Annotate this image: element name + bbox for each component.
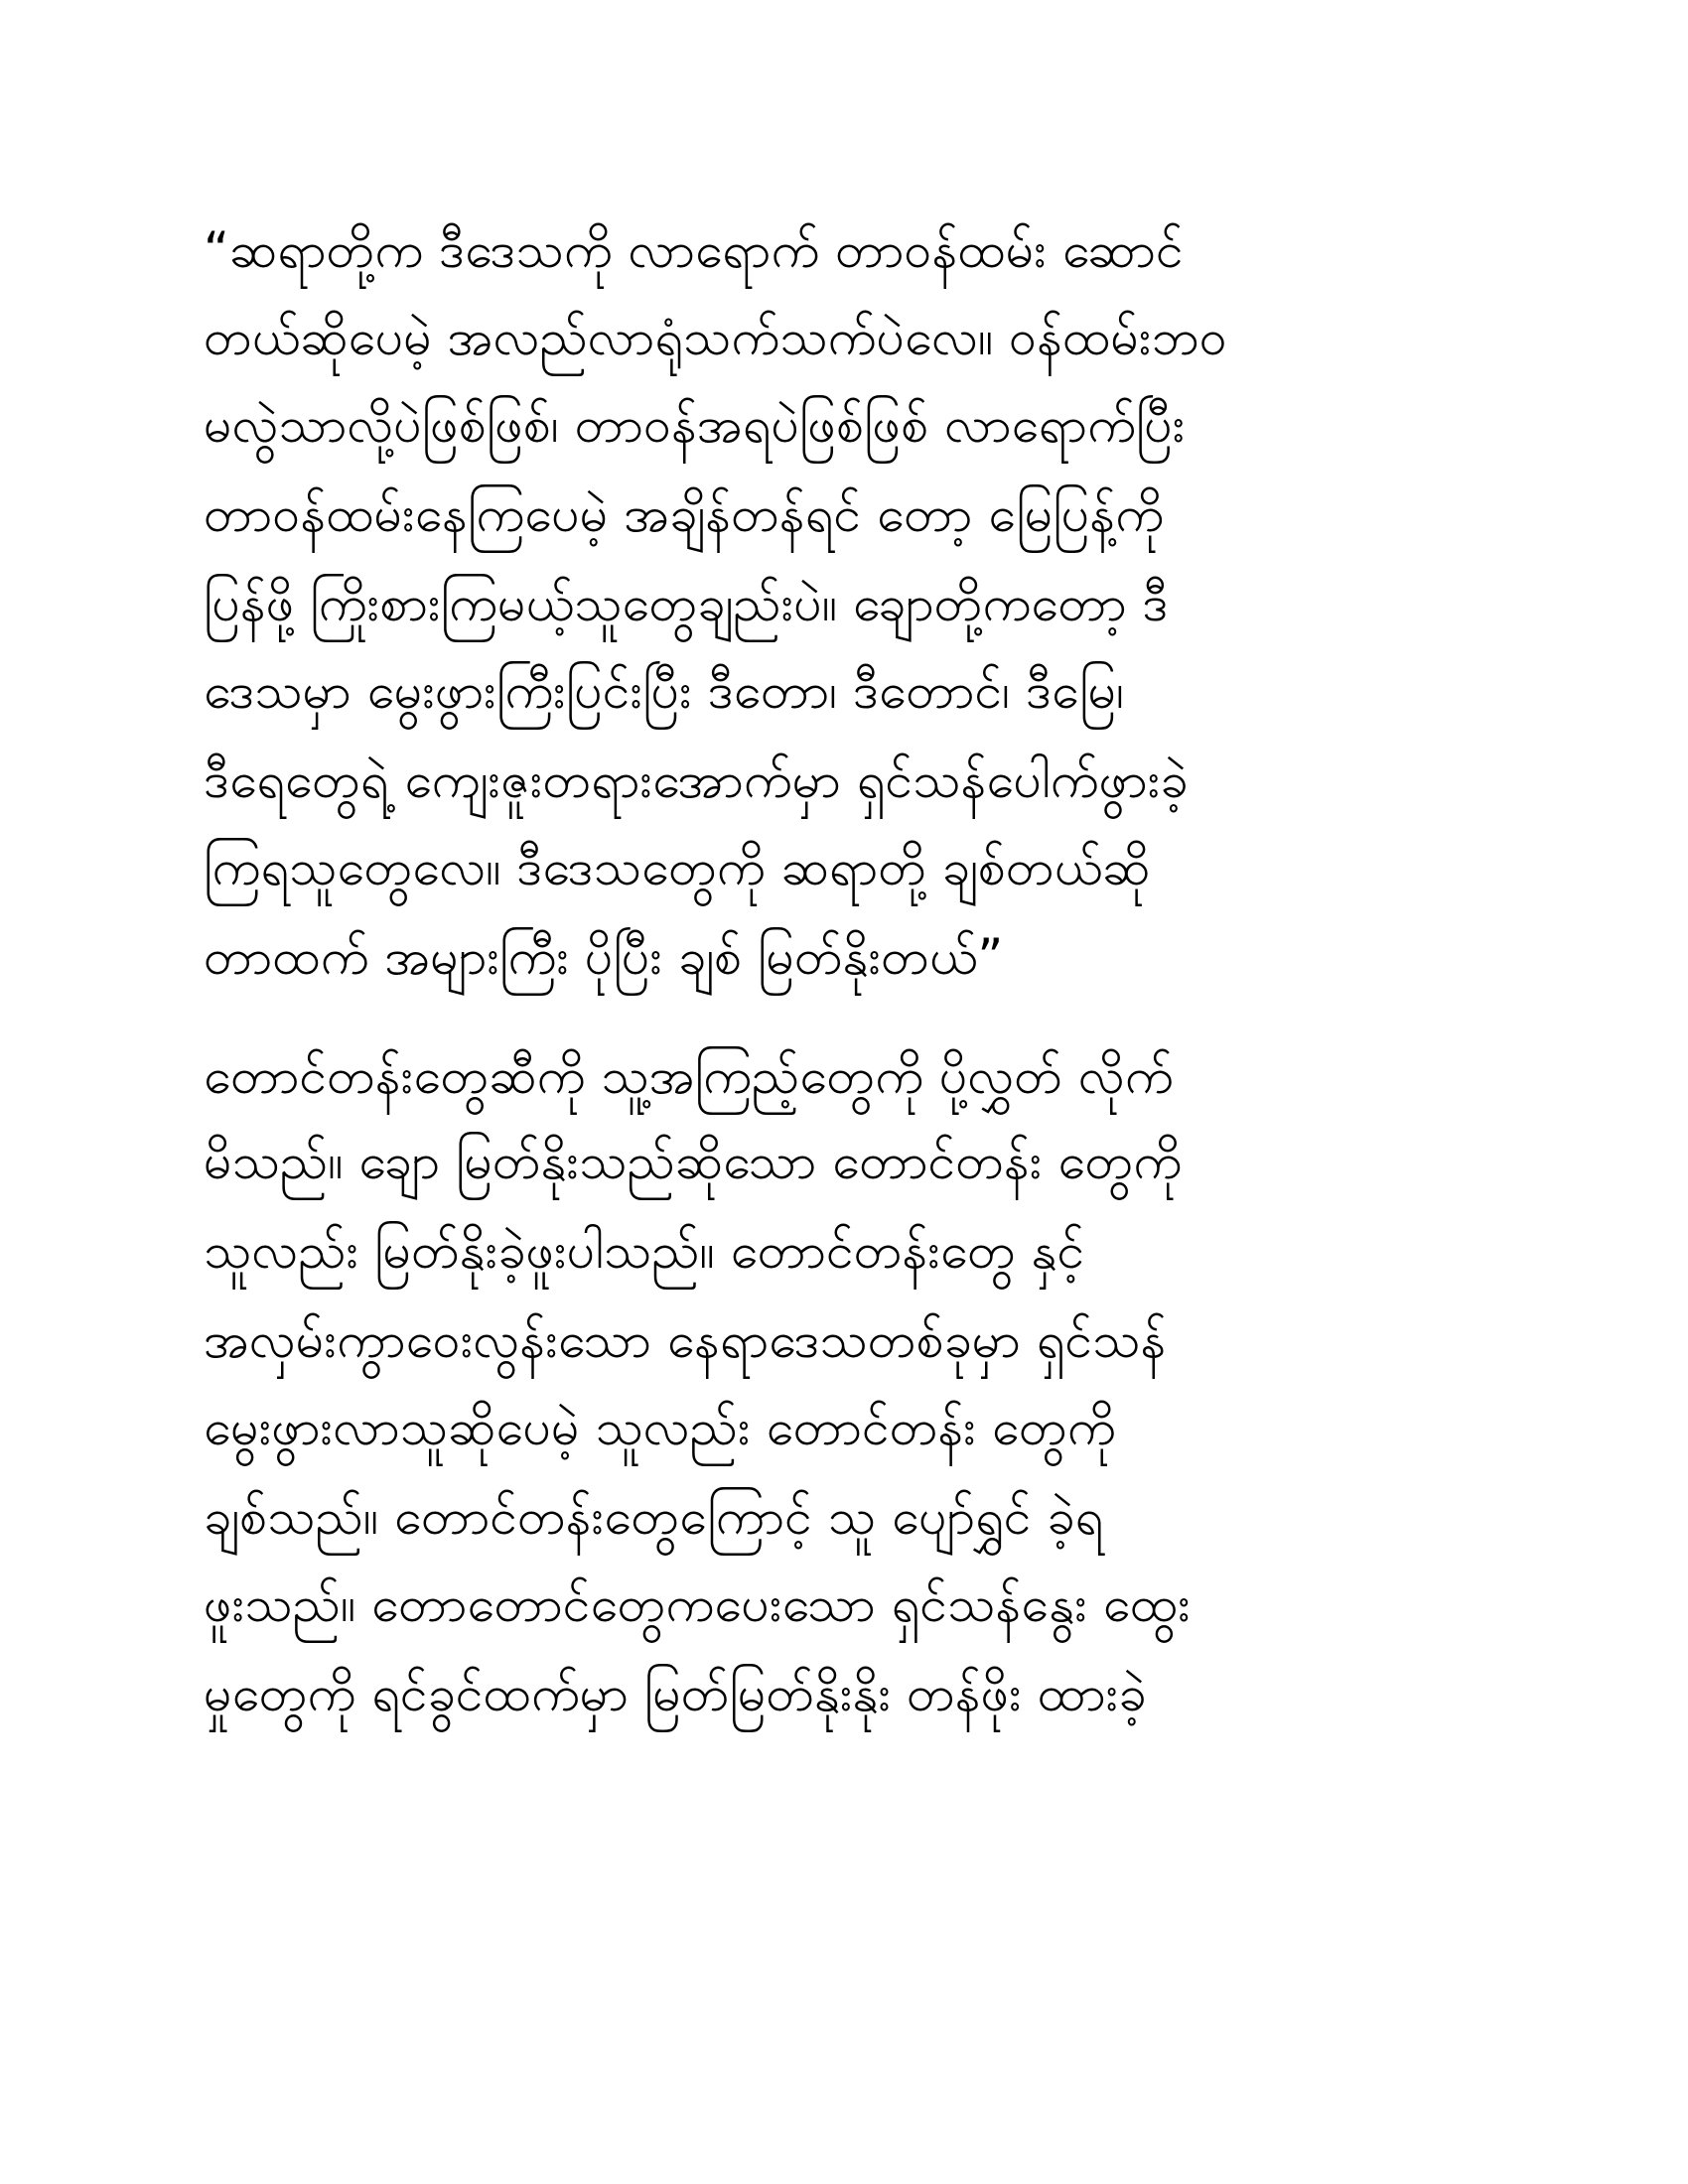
text-line: တယ်ဆိုပေမဲ့ အလည်လာရုံသက်သက်ပဲလေ။ ဝန်ထမ်းဘဝ: [204, 309, 1227, 366]
text-line: မလွဲသာလို့ပဲဖြစ်ဖြစ်၊ တာဝန်အရပဲဖြစ်ဖြစ် လာရောက်ပြီး: [204, 396, 1186, 454]
text-line: တာဝန်ထမ်းနေကြပေမဲ့ အချိန်တန်ရင် တော့ မြေပြန့်ကို: [204, 485, 1165, 543]
text-line: ကြရသူတွေလေ။ ဒီဒေသတွေကို ဆရာတို့ ချစ်တယ်ဆို: [204, 839, 1151, 896]
text-line: ဖူးသည်။ တောတောင်တွေကပေးသော ရှင်သန်နွေး ထွေး: [204, 1575, 1191, 1633]
text-line: တာထက် အများကြီး ပိုပြီး ချစ် မြတ်နိုးတယ်”: [204, 928, 1004, 986]
text-line: မှုတွေကို ရင်ခွင်ထက်မှာ မြတ်မြတ်နိုးနိုး တန်ဖိုး ထားခဲ့: [204, 1665, 1147, 1722]
text-line: မွေးဖွားလာသူဆိုပေမဲ့ သူလည်း တောင်တန်း တွေကို: [204, 1399, 1116, 1456]
text-line: အလှမ်းကွာဝေးလွန်းသော နေရာဒေသတစ်ခုမှာ ရှင်သန်: [204, 1311, 1167, 1369]
text-line: “ဆရာတို့က ဒီဒေသကို လာရောက် တာဝန်ထမ်း ဆောင်: [204, 221, 1184, 279]
text-line: ဒီရေတွေရဲ့ ကျေးဇူးတရားအောက်မှာ ရှင်သန်ပေါက်ဖွားခဲ့: [204, 751, 1189, 809]
text-line: သူလည်း မြတ်နိုးခဲ့ဖူးပါသည်။ တောင်တန်းတွေ နှင့်: [204, 1222, 1085, 1280]
text-line: ချစ်သည်။ တောင်တန်းတွေကြောင့် သူ ပျော်ရွှင် ခဲ့ရ: [204, 1488, 1104, 1546]
text-line: ပြန်ဖို့ ကြိုးစားကြမယ့်သူတွေချည်းပဲ။ ချောတို့ကတော့ ဒီ: [204, 575, 1169, 632]
text-line: ဒေသမှာ မွေးဖွားကြီးပြင်းပြီး ဒီတော၊ ဒီတောင်၊ ဒီမြေ၊: [204, 662, 1125, 720]
text-line: မိသည်။ ချော မြတ်နိုးသည်ဆိုသော တောင်တန်း တွေကို: [204, 1133, 1183, 1190]
text-line: တောင်တန်းတွေဆီကို သူ့အကြည့်တွေကို ပို့လွှတ် လိုက်: [204, 1047, 1174, 1105]
